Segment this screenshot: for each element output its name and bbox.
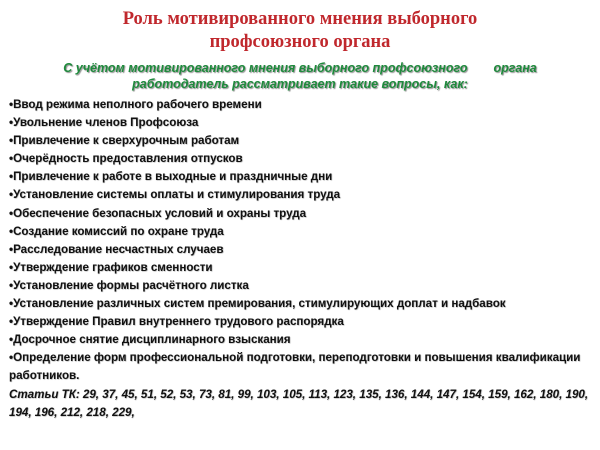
list-item — [9, 132, 594, 150]
list-item — [9, 331, 594, 349]
list-item — [9, 168, 594, 186]
bullet: • — [9, 188, 14, 202]
list-item — [9, 313, 594, 331]
labor-code-articles: Статьи ТК: 29, 37, 45, 51, 52, 53, 73, 81, 99, 103, 105, 113, 123, 135, 136, 144, 147, 154, 159, 162, 180, 190, 194, 196, 212, 218, 229, — [9, 387, 589, 419]
list-item — [9, 241, 594, 259]
subtitle-line-1-end: органа — [493, 61, 537, 75]
bullet: • — [9, 242, 14, 256]
list-item — [9, 295, 594, 313]
list-item-text: Привлечение к сверхурочным работам — [13, 134, 240, 148]
list-item-text: Очерёдность предоставления отпусков — [13, 152, 243, 166]
list-item-text: Расследование несчастных случаев — [13, 242, 224, 256]
slide-title — [0, 8, 600, 54]
bullet: • — [9, 333, 14, 347]
subtitle-line-2: работодатель рассматривает такие вопросы, как: — [132, 77, 468, 91]
list-item — [9, 186, 594, 204]
list-item-text: Привлечение к работе в выходные и праздничные дни — [13, 170, 333, 184]
list-item — [9, 223, 594, 241]
list-item-text: Обеспечение безопасных условий и охраны труда — [13, 206, 307, 220]
list-item — [9, 349, 594, 385]
list-item-text: Утверждение графиков сменности — [13, 260, 213, 274]
subtitle-line-1 — [0, 60, 600, 76]
title-line-1: Роль мотивированного мнения выборного — [122, 9, 478, 29]
bullet: • — [9, 152, 14, 166]
list-item-text: Досрочное снятие дисциплинарного взыскания — [13, 333, 291, 347]
bullet: • — [9, 278, 14, 292]
title-line-2: профсоюзного органа — [209, 32, 391, 52]
list-item — [9, 277, 594, 295]
subtitle-line-1-text: С учётом мотивированного мнения выборного профсоюзного — [63, 61, 468, 75]
list-item-text: Утверждение Правил внутреннего трудового распорядка — [13, 315, 344, 329]
slide-subtitle — [0, 60, 600, 92]
list-item-text: Увольнение членов Профсоюза — [13, 116, 199, 130]
list-item — [9, 205, 594, 223]
list-item — [9, 150, 594, 168]
bullet: • — [9, 98, 14, 111]
list-item — [9, 259, 594, 277]
issues-list — [9, 96, 594, 422]
list-item-text: Установление формы расчётного листка — [13, 278, 249, 292]
list-item — [9, 114, 594, 132]
bullet: • — [9, 170, 14, 184]
bullet: • — [9, 116, 14, 130]
bullet: • — [9, 224, 14, 238]
bullet: • — [9, 351, 14, 365]
bullet: • — [9, 206, 14, 220]
bullet: • — [9, 260, 14, 274]
list-item — [9, 96, 594, 114]
list-item-text: Создание комиссий по охране труда — [13, 224, 224, 238]
bullet: • — [9, 297, 14, 311]
bullet: • — [9, 315, 14, 329]
list-item-text: Определение форм профессиональной подготовки, переподготовки и повышения квалификации работников. — [9, 351, 581, 383]
list-item-text: Ввод режима неполного рабочего времени — [13, 98, 262, 111]
list-item-text: Установление системы оплаты и стимулирования труда — [13, 188, 341, 202]
list-item-text: Установление различных систем премирования, стимулирующих доплат и надбавок — [13, 297, 506, 311]
bullet: • — [9, 134, 14, 148]
